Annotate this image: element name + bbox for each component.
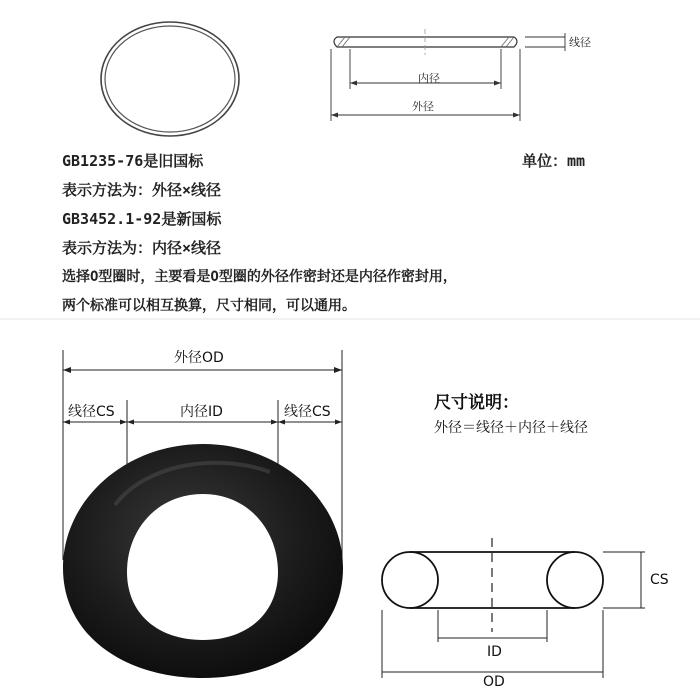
oring-inner-edge	[105, 26, 235, 132]
oring-section-diagram	[370, 520, 690, 690]
text-line-6: 两个标准可以相互换算，尺寸相同，可以通用。	[62, 298, 356, 314]
black-oring	[63, 444, 343, 678]
label-od-photo: 外径OD	[174, 350, 224, 366]
text-line-3: GB3452.1-92是新国标	[62, 210, 222, 228]
oring-outer-edge	[101, 22, 239, 136]
label-cs-right-photo: 线径CS	[284, 404, 331, 420]
label-cross-section-top: 线径	[569, 36, 591, 49]
oring-outline-drawing	[95, 18, 245, 140]
oring-photo-diagram	[55, 340, 350, 680]
section-circle-left	[382, 552, 438, 608]
text-line-4: 表示方法为：内径×线径	[62, 239, 222, 257]
text-line-2: 表示方法为：外径×线径	[62, 181, 222, 199]
section-divider	[0, 318, 700, 320]
label-outer-top: 外径	[412, 100, 434, 113]
section-circle-right	[547, 552, 603, 608]
text-line-5: 选择O型圈时，主要看是O型圈的外径作密封还是内径作密封用，	[62, 269, 457, 285]
section-body	[334, 37, 517, 47]
unit-label: 单位：mm	[522, 152, 586, 170]
label-cs-section: CS	[650, 572, 669, 588]
label-cs-left-photo: 线径CS	[68, 404, 115, 420]
label-od-section: OD	[483, 674, 505, 690]
text-line-1: GB1235-76是旧国标	[62, 152, 204, 170]
label-id-photo: 内径ID	[180, 404, 223, 420]
label-id-section: ID	[487, 644, 502, 660]
size-note-title: 尺寸说明：	[434, 393, 519, 413]
label-inner-top: 内径	[418, 72, 440, 85]
size-note-formula: 外径＝线径＋内径＋线径	[434, 420, 588, 436]
